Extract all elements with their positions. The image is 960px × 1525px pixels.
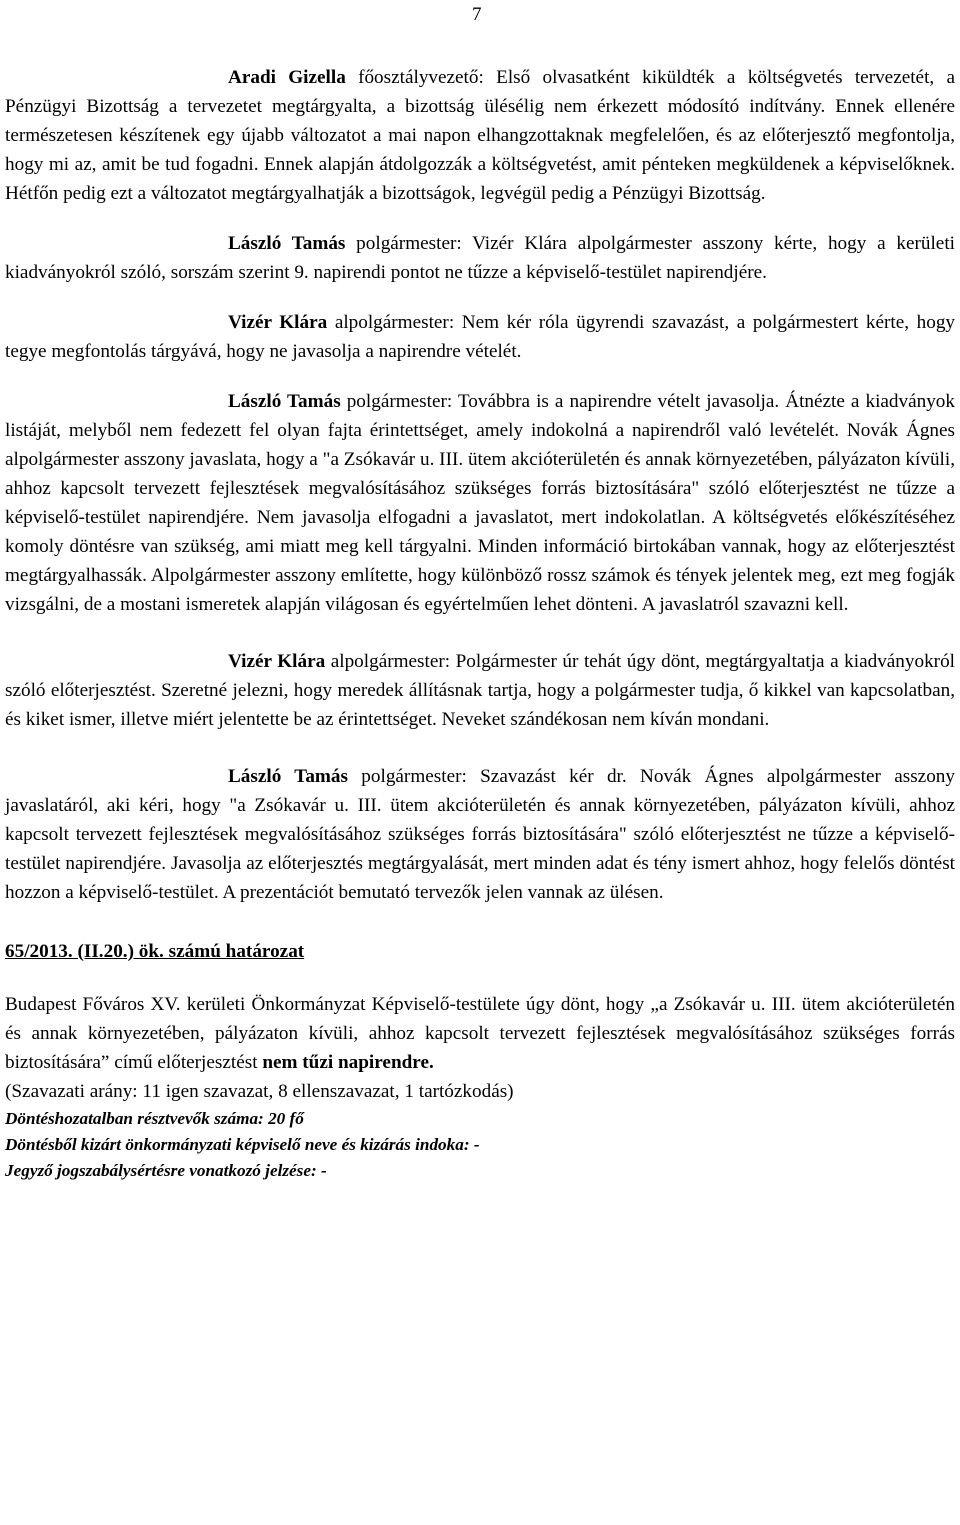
document-body — [5, 63, 955, 1184]
resolution-title: 65/2013. (II.20.) ök. számú határozat — [5, 941, 305, 962]
speaker-name: László Tamás — [228, 766, 348, 787]
paragraph-laszlo-tamas-1 — [5, 229, 955, 287]
paragraph-text: alpolgármester: Polgármester úr tehát úgy dönt, megtárgyaltatja a kiadványokról szóló előterjesztést. Szeretné jelezni, hogy meredek állításnak tartja, hogy a polgármester tudja, ő kikkel van kapcsolatban, és kiket ismer, illetve miért jelentette be az érintettséget. Neveket szándékosan nem kíván mondani. — [5, 651, 955, 730]
resolution-decision: nem tűzi napirendre. — [262, 1052, 434, 1073]
notary-remark: Jegyző jogszabálysértésre vonatkozó jelzése: - — [5, 1161, 327, 1180]
page-number: 7 — [472, 4, 482, 25]
paragraph-vizer-klara-1 — [5, 308, 955, 366]
participants-count: Döntéshozatalban résztvevők száma: 20 fő — [5, 1109, 304, 1128]
vote-ratio: (Szavazati arány: 11 igen szavazat, 8 ellenszavazat, 1 tartózkodás) — [5, 1081, 514, 1102]
paragraph-laszlo-tamas-3 — [5, 762, 955, 907]
speaker-role: főosztályvezető: — [358, 67, 484, 88]
excluded-members: Döntésből kizárt önkormányzati képviselő neve és kizárás indoka: - — [5, 1135, 480, 1154]
paragraph-text: polgármester: Továbbra is a napirendre vételt javasolja. Átnézte a kiadványok listáját, melyből nem fedezett fel olyan fajta érintettséget, amely indokolná a napirendről való levételét. Novák Ágnes alpolgármester asszony javaslata, hogy a "a Zsókavár u. III. ütem akcióterületén és annak környezetében, pályázaton kívüli, ahhoz kapcsolt tervezett fejlesztések megvalósításához szükséges forrás biztosítására" szóló előterjesztést ne tűzze a képviselő-testület napirendjére. Nem javasolja elfogadni a javaslatot, mert indokolatlan. A költségvetés előkészítéséhez komoly döntésre van szükség, ami miatt meg kell tárgyalni. Minden információ birtokában vannak, hogy az előterjesztést megtárgyalhassák. Alpolgármester asszony említette, hogy különböző rossz számok és tények jelentek meg, ezt meg fogják vizsgálni, de a mostani ismeretek alapján világosan és egyértelműen lehet dönteni. A javaslatról szavazni kell. — [5, 391, 955, 615]
paragraph-text: Nem kér róla ügyrendi szavazást, a polgármestert kérte, hogy tegye megfontolás tárgyává, hogy ne javasolja a napirendre vételét. — [5, 312, 956, 362]
speaker-name: Aradi Gizella — [228, 67, 346, 88]
paragraph-laszlo-tamas-2 — [5, 387, 955, 619]
paragraph-text: polgármester: Vizér Klára alpolgármester asszony kérte, hogy a kerületi kiadványokról szóló, sorszám szerint 9. napirendi pontot ne tűzze a képviselő-testület napirendjére. — [5, 233, 955, 283]
speaker-name: László Tamás — [228, 233, 346, 254]
paragraph-text: polgármester: Szavazást kér dr. Novák Ágnes alpolgármester asszony javaslatáról, aki kéri, hogy "a Zsókavár u. III. ütem akcióterületén és annak környezetében, pályázaton kívüli, ahhoz kapcsolt tervezett fejlesztések megvalósításához szükséges forrás biztosítására" szóló előterjesztést ne tűzze a képviselő-testület napirendjére. Javasolja az előterjesztés megtárgyalását, mert minden adat és tény ismert ahhoz, hogy felelős döntést hozzon a képviselő-testület. A prezentációt bemutató tervezők jelen vannak az ülésen. — [5, 766, 955, 903]
speaker-name: Vizér Klára — [228, 312, 328, 333]
resolution-body — [5, 990, 955, 1077]
paragraph-text: Első olvasatként kiküldték a költségvetés tervezetét, a Pénzügyi Bizottság a tervezetet megtárgyalta, a bizottság ülésélig nem érkezett módosító indítvány. Ennek ellenére természetesen készítenek egy újabb változatot a mai napon elhangzottaknak megfelelően, és az előterjesztő megfontolja, hogy mi az, amit be tud fogadni. Ennek alapján átdolgozzák a költségvetést, amit pénteken megküldenek a képviselőknek. Hétfőn pedig ezt a változatot megtárgyalhatják a bizottságok, legvégül pedig a Pénzügyi Bizottság. — [5, 67, 955, 204]
paragraph-aradi-gizella — [5, 63, 955, 208]
resolution-text: Budapest Főváros XV. kerületi Önkormányzat Képviselő-testülete úgy dönt, hogy „a Zsókavár u. III. ütem akcióterületén és annak környezetében, pályázaton kívüli, ahhoz kapcsolt tervezett fejlesztések megvalósításához szükséges forrás biztosítására” című előterjesztést — [5, 994, 955, 1073]
speaker-role: alpolgármester: — [327, 312, 455, 333]
speaker-name: László Tamás — [228, 391, 341, 412]
paragraph-vizer-klara-2 — [5, 647, 955, 734]
speaker-name: Vizér Klára — [228, 651, 326, 672]
